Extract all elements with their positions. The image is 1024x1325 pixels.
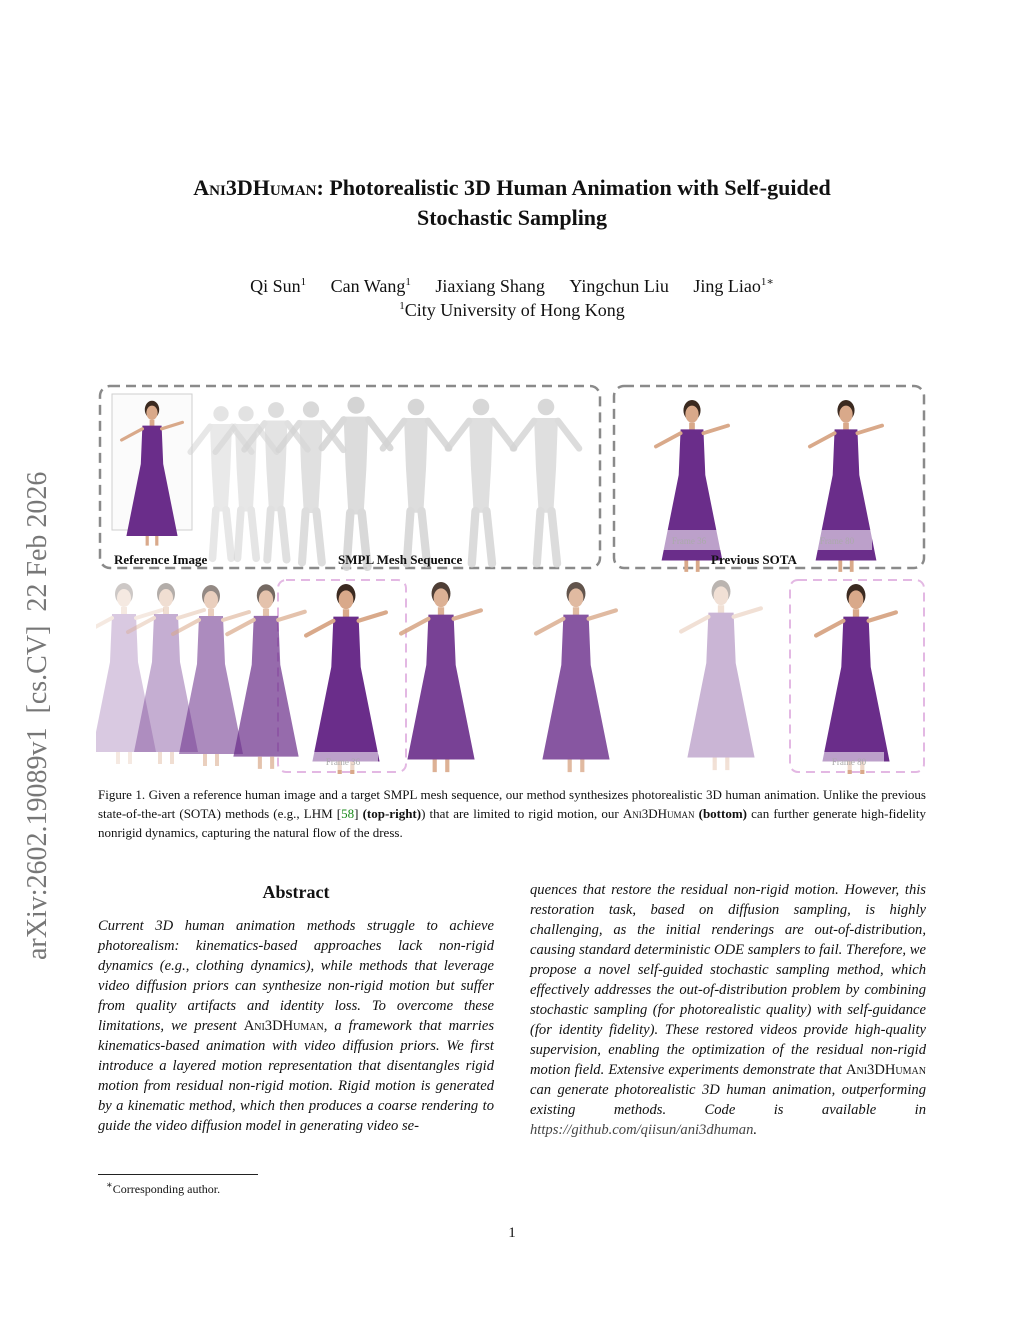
frame-tag: Frame 36 xyxy=(671,536,707,546)
teaser-figure xyxy=(96,382,928,774)
frame-tag: Frame 80 xyxy=(819,536,855,546)
arxiv-stamp-text: arXiv:2602.19089v1 [cs.CV] 22 Feb 2026 xyxy=(22,471,53,960)
title-line-1: : Photorealistic 3D Human Animation with Self-guided xyxy=(316,175,831,200)
label-reference-image: Reference Image xyxy=(114,552,208,567)
smpl-mesh-sequence xyxy=(190,397,579,567)
ani3dhuman-animation-sequence xyxy=(96,580,896,774)
citation-link[interactable]: 58 xyxy=(341,806,355,821)
abstract-heading: Abstract xyxy=(262,882,330,902)
teaser-figure-canvas xyxy=(96,382,928,774)
affiliation: $^1$City University of Hong Kong xyxy=(399,300,625,320)
paper-title xyxy=(120,173,904,233)
arxiv-side-stamp xyxy=(10,370,60,970)
figure-caption: Figure 1. Given a reference human image and a target SMPL mesh sequence, our method synthesizes photorealistic 3D human animation. Unlike the previous state-of-the-art (SOTA) methods (e.g., LHM [58] (top-right)) that are limited to rigid motion, our Ani3DHuman (bottom) can further generate high-fidelity nonrigid dynamics, capturing the natural flow of the dress. xyxy=(98,787,926,840)
title-line-2: Stochastic Sampling xyxy=(416,205,608,230)
abstract-text-right: quences that restore the residual non-rigid motion. However, this restoration task, based on diffusion sampling, is highly challenging, as the initial renderings are out-of-distribution, causing standard deterministic ODE samplers to fail. Therefore, we propose a novel self-guided stochastic sampling method, which effectively addresses the out-of-distribution problem by combining stochastic sampling (for photorealistic quality) with self-guidance (for identity fidelity). These restored videos provide high-quality supervision, enabling the optimization of the residual non-rigid motion field. Extensive experiments demonstrate that Ani3DHuman can generate photorealistic 3D human animation, outperforming existing methods. Code is available in https://github.com/qiisun/ani3dhuman. xyxy=(530,882,926,1138)
frame-tag: Frame 36 xyxy=(325,757,361,767)
author: Jiaxiang Shang xyxy=(435,276,545,296)
page-number: 1 xyxy=(508,1225,516,1241)
footnote: ∗Corresponding author. xyxy=(106,1180,221,1196)
frame-tag: Frame 80 xyxy=(831,757,867,767)
author: Jing Liao$^{1∗}$ xyxy=(693,276,774,296)
label-smpl-mesh-sequence: SMPL Mesh Sequence xyxy=(338,552,463,567)
label-previous-sota: Previous SOTA xyxy=(711,552,797,567)
abstract-right-column xyxy=(530,880,926,1140)
footnote-rule xyxy=(98,1174,258,1175)
code-link[interactable]: https://github.com/qiisun/ani3dhuman xyxy=(530,1122,754,1138)
title-method-name: Ani3DHuman xyxy=(193,175,317,200)
author: Yingchun Liu xyxy=(569,276,669,296)
author: Qi Sun$^1$ xyxy=(250,276,307,296)
author: Can Wang$^1$ xyxy=(330,276,411,296)
abstract-left-column xyxy=(98,880,494,1136)
abstract-text-left: Current 3D human animation methods struggle to achieve photorealism: kinematics-based approaches lack non-rigid dynamics (e.g., clothing dynamics), while methods that leverage video diffusion priors can synthesize non-rigid motion but suffer from quality artifacts and identity loss. To overcome these limitations, we present Ani3DHuman, a framework that marries kinematics-based animation with video diffusion priors. We first introduce a layered motion representation that disentangles rigid motion from residual non-rigid motion. Rigid motion is generated by a kinematic method, which then produces a coarse rendering to guide the video diffusion model in generating video se- xyxy=(98,918,494,1134)
